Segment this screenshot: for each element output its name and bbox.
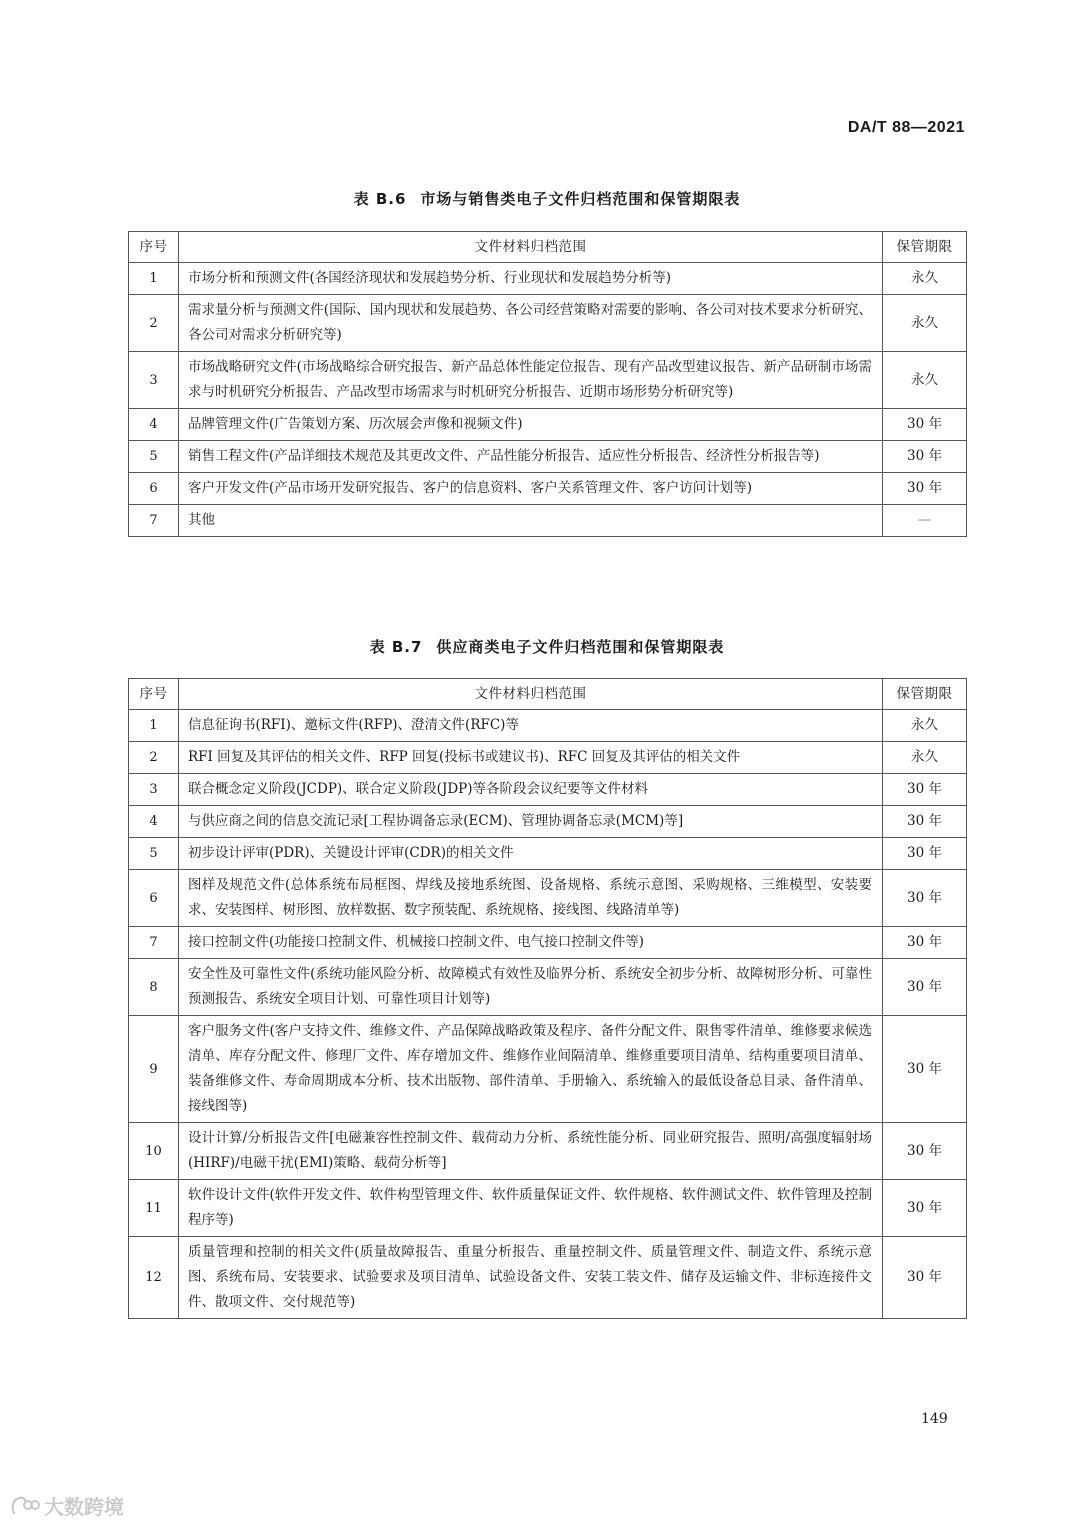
row-retention: 30 年 (883, 959, 967, 1016)
row-number: 6 (129, 870, 179, 927)
row-number: 2 (129, 742, 179, 774)
row-number: 3 (129, 352, 179, 409)
column-header-number: 序号 (129, 679, 179, 710)
watermark-text: 大数跨境 (44, 1495, 124, 1519)
table-row (129, 505, 967, 537)
row-scope: 客户开发文件(产品市场开发研究报告、客户的信息资料、客户关系管理文件、客户访问计划等) (179, 473, 883, 505)
table-header-row (129, 232, 967, 263)
table-row (129, 441, 967, 473)
row-scope: 软件设计文件(软件开发文件、软件构型管理文件、软件质量保证文件、软件规格、软件测试文件、软件管理及控制程序等) (179, 1180, 883, 1237)
row-retention: 30 年 (883, 441, 967, 473)
row-number: 4 (129, 409, 179, 441)
row-retention: 30 年 (883, 1016, 967, 1123)
watermark-logo-icon (10, 1495, 40, 1517)
row-scope: 联合概念定义阶段(JCDP)、联合定义阶段(JDP)等各阶段会议纪要等文件材料 (179, 774, 883, 806)
table-row (129, 927, 967, 959)
row-retention: 30 年 (883, 1180, 967, 1237)
column-header-scope: 文件材料归档范围 (179, 232, 883, 263)
row-scope: 图样及规范文件(总体系统布局框图、焊线及接地系统图、设备规格、系统示意图、采购规格、三维模型、安装要求、安装图样、树形图、放样数据、数字预装配、系统规格、接线图、线路清单等) (179, 870, 883, 927)
row-scope: 信息征询书(RFI)、邀标文件(RFP)、澄清文件(RFC)等 (179, 710, 883, 742)
row-scope: 与供应商之间的信息交流记录[工程协调备忘录(ECM)、管理协调备忘录(MCM)等] (179, 806, 883, 838)
row-scope: 市场分析和预测文件(各国经济现状和发展趋势分析、行业现状和发展趋势分析等) (179, 263, 883, 295)
table-b6-id: 表 B.6 (353, 190, 407, 208)
row-number: 8 (129, 959, 179, 1016)
table-row (129, 295, 967, 352)
row-number: 1 (129, 710, 179, 742)
watermark (10, 1491, 124, 1520)
row-number: 10 (129, 1123, 179, 1180)
table-row (129, 473, 967, 505)
table-row (129, 1237, 967, 1319)
row-retention: — (883, 505, 967, 537)
row-number: 3 (129, 774, 179, 806)
row-scope: 设计计算/分析报告文件[电磁兼容性控制文件、载荷动力分析、系统性能分析、同业研究报告、照明/高强度辐射场(HIRF)/电磁干扰(EMI)策略、载荷分析等] (179, 1123, 883, 1180)
row-retention: 30 年 (883, 409, 967, 441)
row-number: 11 (129, 1180, 179, 1237)
table-row (129, 1123, 967, 1180)
row-retention: 30 年 (883, 473, 967, 505)
row-scope: 品牌管理文件(广告策划方案、历次展会声像和视频文件) (179, 409, 883, 441)
row-scope: 其他 (179, 505, 883, 537)
table-row (129, 838, 967, 870)
row-number: 5 (129, 441, 179, 473)
table-b6-caption (128, 188, 966, 209)
row-number: 5 (129, 838, 179, 870)
row-scope: 客户服务文件(客户支持文件、维修文件、产品保障战略政策及程序、备件分配文件、限售零件清单、维修要求候选清单、库存分配文件、修理厂文件、库存增加文件、维修作业间隔清单、维修重要项目清单、结构重要项目清单、装备维修文件、寿命周期成本分析、技术出版物、部件清单、手册输入、系统输入的最低设备总目录、备件清单、接线图等) (179, 1016, 883, 1123)
row-retention: 30 年 (883, 806, 967, 838)
row-retention: 30 年 (883, 774, 967, 806)
table-row (129, 409, 967, 441)
row-number: 6 (129, 473, 179, 505)
row-number: 4 (129, 806, 179, 838)
table-header-row (129, 679, 967, 710)
row-scope: 初步设计评审(PDR)、关键设计评审(CDR)的相关文件 (179, 838, 883, 870)
table-b7-title: 供应商类电子文件归档范围和保管期限表 (436, 638, 725, 656)
table-b7-id: 表 B.7 (369, 638, 423, 656)
row-scope: 安全性及可靠性文件(系统功能风险分析、故障模式有效性及临界分析、系统安全初步分析、故障树形分析、可靠性预测报告、系统安全项目计划、可靠性项目计划等) (179, 959, 883, 1016)
table-row (129, 742, 967, 774)
table-row (129, 710, 967, 742)
row-number: 7 (129, 927, 179, 959)
column-header-scope: 文件材料归档范围 (179, 679, 883, 710)
row-retention: 30 年 (883, 927, 967, 959)
row-scope: 质量管理和控制的相关文件(质量故障报告、重量分析报告、重量控制文件、质量管理文件、制造文件、系统示意图、系统布局、安装要求、试验要求及项目清单、试验设备文件、安装工装文件、储存及运输文件、非标连接件文件、散项文件、交付规范等) (179, 1237, 883, 1319)
row-scope: RFI 回复及其评估的相关文件、RFP 回复(投标书或建议书)、RFC 回复及其评估的相关文件 (179, 742, 883, 774)
row-scope: 需求量分析与预测文件(国际、国内现状和发展趋势、各公司经营策略对需要的影响、各公司对技术要求分析研究、各公司对需求分析研究等) (179, 295, 883, 352)
column-header-retention: 保管期限 (883, 232, 967, 263)
row-retention: 永久 (883, 352, 967, 409)
row-retention: 30 年 (883, 1237, 967, 1319)
table-row (129, 959, 967, 1016)
row-retention: 永久 (883, 710, 967, 742)
row-retention: 永久 (883, 263, 967, 295)
table-b7-caption (128, 636, 966, 657)
table-row (129, 263, 967, 295)
table-row (129, 870, 967, 927)
row-retention: 永久 (883, 742, 967, 774)
row-scope: 接口控制文件(功能接口控制文件、机械接口控制文件、电气接口控制文件等) (179, 927, 883, 959)
row-number: 7 (129, 505, 179, 537)
row-number: 1 (129, 263, 179, 295)
column-header-retention: 保管期限 (883, 679, 967, 710)
row-retention: 永久 (883, 295, 967, 352)
row-retention: 30 年 (883, 870, 967, 927)
row-number: 2 (129, 295, 179, 352)
table-b6-title: 市场与销售类电子文件归档范围和保管期限表 (420, 190, 741, 208)
table-b6 (128, 231, 967, 537)
row-retention: 30 年 (883, 838, 967, 870)
row-scope: 销售工程文件(产品详细技术规范及其更改文件、产品性能分析报告、适应性分析报告、经济性分析报告等) (179, 441, 883, 473)
table-row (129, 1180, 967, 1237)
table-row (129, 1016, 967, 1123)
row-number: 9 (129, 1016, 179, 1123)
table-row (129, 352, 967, 409)
table-row (129, 806, 967, 838)
page-number: 149 (921, 1411, 948, 1427)
row-retention: 30 年 (883, 1123, 967, 1180)
standard-code: DA/T 88—2021 (847, 119, 965, 136)
row-number: 12 (129, 1237, 179, 1319)
row-scope: 市场战略研究文件(市场战略综合研究报告、新产品总体性能定位报告、现有产品改型建议报告、新产品研制市场需求与时机研究分析报告、产品改型市场需求与时机研究分析报告、近期市场形势分析研究等) (179, 352, 883, 409)
table-b7 (128, 678, 967, 1319)
table-row (129, 774, 967, 806)
column-header-number: 序号 (129, 232, 179, 263)
